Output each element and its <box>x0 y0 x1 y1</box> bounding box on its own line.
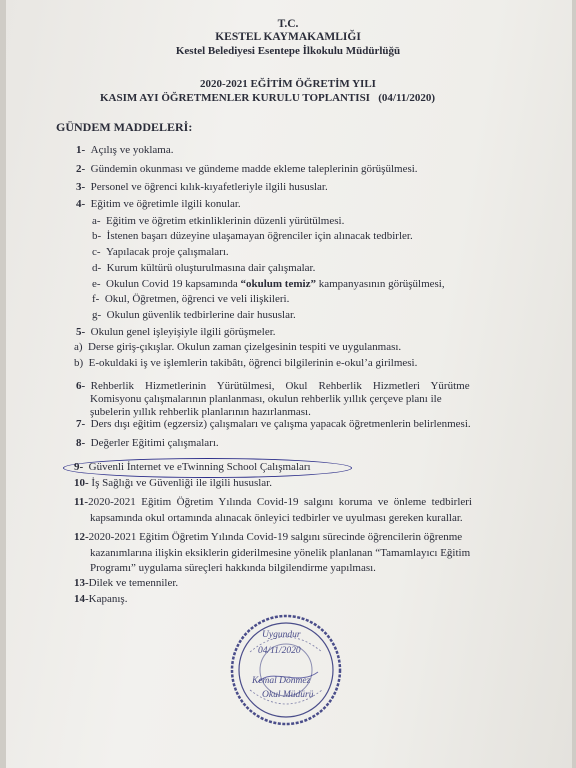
agenda-item-12-line2: kazanımlarına ilişkin eksiklerin giderilmesine yönelik planlanan “Tamamlayıcı Eğitim <box>90 547 471 559</box>
meeting-date: (04/11/2020) <box>378 92 436 104</box>
agenda-sub-4b: b- İstenen başarı düzeyine ulaşamayan öğrenciler için alınacak tedbirler. <box>92 230 413 242</box>
header-tc: T.C. <box>277 18 299 30</box>
agenda-sub-4c: c- Yapılacak proje çalışmaları. <box>92 246 229 258</box>
agenda-item-12: 12-2020-2021 Eğitim Öğretim Yılında Covid-19 salgını sürecinde öğrencilerin öğrenme <box>74 531 463 543</box>
agenda-sub-4a: a- Eğitim ve öğretim etkinliklerinin düzenli yürütülmesi. <box>92 215 345 227</box>
seal-date: 04/11/2020 <box>258 646 301 656</box>
agenda-sub-4d: d- Kurum kültürü oluşturulmasına dair çalışmalar. <box>92 262 316 274</box>
agenda-sub-4e: e- Okulun Covid 19 kapsamında “okulum temiz” kampanyasının görüşülmesi, <box>92 278 445 290</box>
seal-approved: Uygundur <box>262 630 301 640</box>
header-year: 2020-2021 EĞİTİM ÖĞRETİM YILI <box>200 78 376 90</box>
header-school: Kestel Belediyesi Esentepe İlkokulu Müdürlüğü <box>175 45 401 57</box>
agenda-item-6: 6- Rehberlik Hizmetlerinin Yürütülmesi, Okul Rehberlik Hizmetleri Yürütme <box>76 380 470 392</box>
agenda-item-12-line3: Programı” uygulama süreçleri hakkında bilgilendirme yapılması. <box>90 562 376 574</box>
agenda-title: GÜNDEM MADDELERİ: <box>56 120 193 134</box>
agenda-item-6-line2: Komisyonu çalışmalarının planlanması, okulun rehberlik yıllık çerçeve planı ile <box>90 393 442 405</box>
agenda-item-10: 10- İş Sağlığı ve Güvenliği ile ilgili hususlar. <box>74 477 272 489</box>
agenda-item-8: 8- Değerler Eğitimi çalışmaları. <box>76 437 219 449</box>
agenda-item-5: 5- Okulun genel işleyişiyle ilgili görüşmeler. <box>76 326 276 338</box>
agenda-sub-5a: a) Derse giriş-çıkışlar. Okulun zaman çizelgesinin tespiti ve uygulanması. <box>74 341 402 353</box>
agenda-sub-5b: b) E-okuldaki iş ve işlemlerin takibâtı, öğrenci bilgilerinin e-okul’a girilmesi. <box>74 357 418 369</box>
agenda-sub-4f: f- Okul, Öğretmen, öğrenci ve veli ilişkileri. <box>92 293 290 305</box>
meeting-title: KASIM AYI ÖĞRETMENLER KURULU TOPLANTISI <box>100 92 370 104</box>
agenda-item-4: 4- Eğitim ve öğretimle ilgili konular. <box>76 198 241 210</box>
header-meeting <box>100 92 435 104</box>
agenda-item-11-line2: kapsamında okul ortamında alınacak önleyici tedbirler ve uyulması gereken kurallar. <box>90 512 463 524</box>
agenda-item-11: 11-2020-2021 Eğitim Öğretim Yılında Covid-19 salgını koruma ve önleme tedbirleri <box>74 496 472 508</box>
seal-name: Kemal Dönmez <box>252 676 311 686</box>
agenda-item-1: 1- Açılış ve yoklama. <box>76 144 174 156</box>
agenda-item-3: 3- Personel ve öğrenci kılık-kıyafetleriyle ilgili hususlar. <box>76 181 328 193</box>
seal-title: Okul Müdürü <box>262 690 314 700</box>
agenda-item-2: 2- Gündemin okunması ve gündeme madde ekleme taleplerinin görüşülmesi. <box>76 163 418 175</box>
header-kaymakamlik: KESTEL KAYMAKAMLIĞI <box>215 31 361 43</box>
agenda-item-7: 7- Ders dışı eğitim (egzersiz) çalışmaları ve çalışma yapacak öğretmenlerin belirlenmesi. <box>76 418 471 430</box>
agenda-item-9: 9- Güvenli İnternet ve eTwinning School Çalışmaları <box>74 461 311 473</box>
agenda-item-14: 14-Kapanış. <box>74 593 128 605</box>
agenda-item-13: 13-Dilek ve temenniler. <box>74 577 179 589</box>
agenda-sub-4g: g- Okulun güvenlik tedbirlerine dair hususlar. <box>92 309 296 321</box>
agenda-item-6-line3: şubelerin yıllık rehberlik planlarının hazırlanması. <box>90 406 311 418</box>
